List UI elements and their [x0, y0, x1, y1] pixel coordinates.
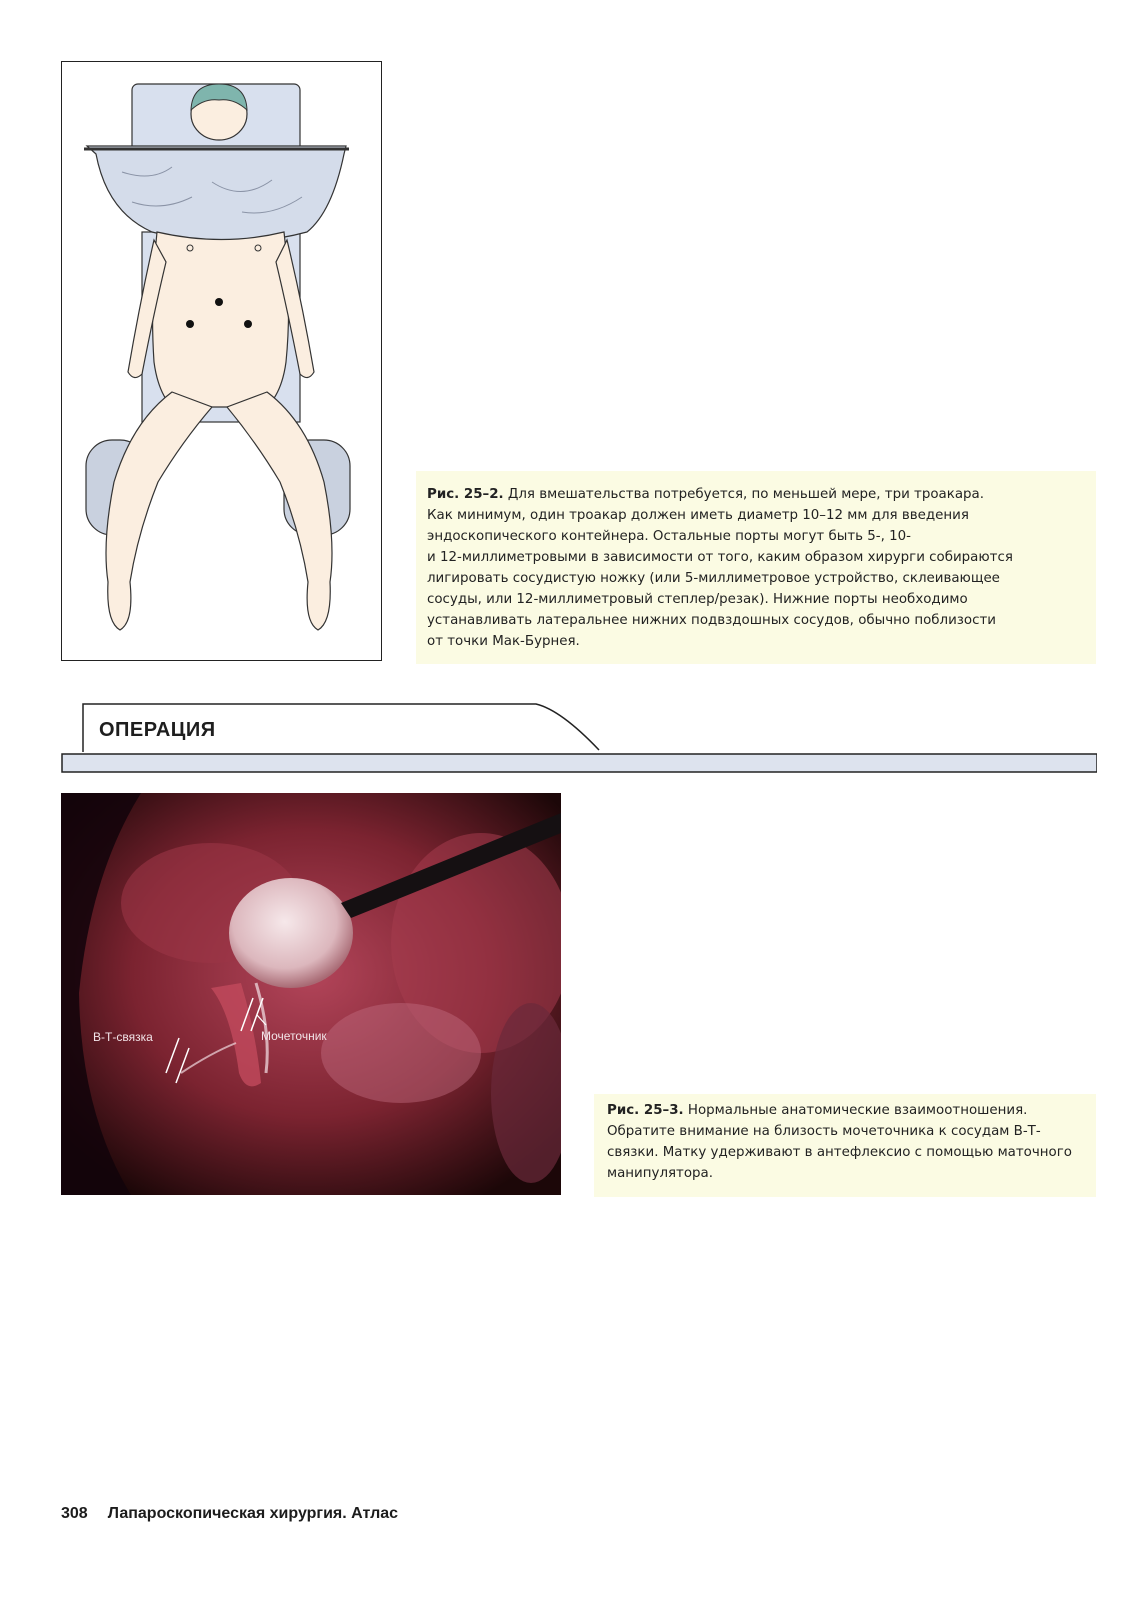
section-title: ОПЕРАЦИЯ — [99, 719, 216, 741]
patient-left-leg — [106, 392, 212, 630]
caption-line: лигировать сосудистую ножку (или 5-миллиметровое устройство, склеивающее — [427, 571, 1000, 586]
book-title: Лапароскопическая хирургия. Атлас — [107, 1505, 399, 1522]
caption-line: устанавливать латеральнее нижних подвздошных сосудов, обычно поблизости — [427, 613, 996, 628]
caption-line: Как минимум, один троакар должен иметь диаметр 10–12 мм для введения — [427, 508, 969, 523]
trocar-port-right — [244, 320, 252, 328]
patient-torso — [153, 232, 289, 407]
page-number: 308 — [61, 1505, 88, 1522]
caption-text: Нормальные анатомические взаимоотношения. Обратите внимание на близость мочеточника к сосудам В-Т-связки. Матку удерживают в антефлексио с помощью маточного манипулятора. — [607, 1103, 1072, 1181]
surgical-drape — [87, 146, 346, 242]
caption-line: сосуды, или 12-миллиметровый степлер/резак). Нижние порты необходимо — [427, 592, 968, 607]
label-ligament: В-Т-связка — [93, 1030, 153, 1044]
caption-line: эндоскопического контейнера. Остальные порты могут быть 5-, 10- — [427, 529, 912, 544]
figure-25-2-caption — [416, 471, 1096, 664]
patient-right-leg — [227, 392, 332, 630]
label-ureter: Мочеточник — [261, 1029, 327, 1043]
trocar-port-left — [186, 320, 194, 328]
figure-25-3-caption — [594, 1094, 1096, 1197]
caption-line: от точки Мак-Бурнея. — [427, 634, 580, 649]
figure-25-3-photo — [61, 793, 561, 1195]
caption-lead: Рис. 25–3. — [607, 1103, 684, 1118]
uterus — [229, 878, 353, 988]
section-header — [61, 702, 1097, 774]
caption-line: Для вмешательства потребуется, по меньшей мере, три троакара. — [507, 487, 985, 502]
trocar-port-umbilical — [215, 298, 223, 306]
caption-lead: Рис. 25–2. — [427, 487, 504, 502]
figure-25-2-illustration — [61, 61, 382, 661]
caption-line: и 12-миллиметровыми в зависимости от того, каким образом хирурги собираются — [427, 550, 1013, 565]
section-header-bar — [62, 754, 1097, 772]
page-footer — [61, 1505, 398, 1523]
